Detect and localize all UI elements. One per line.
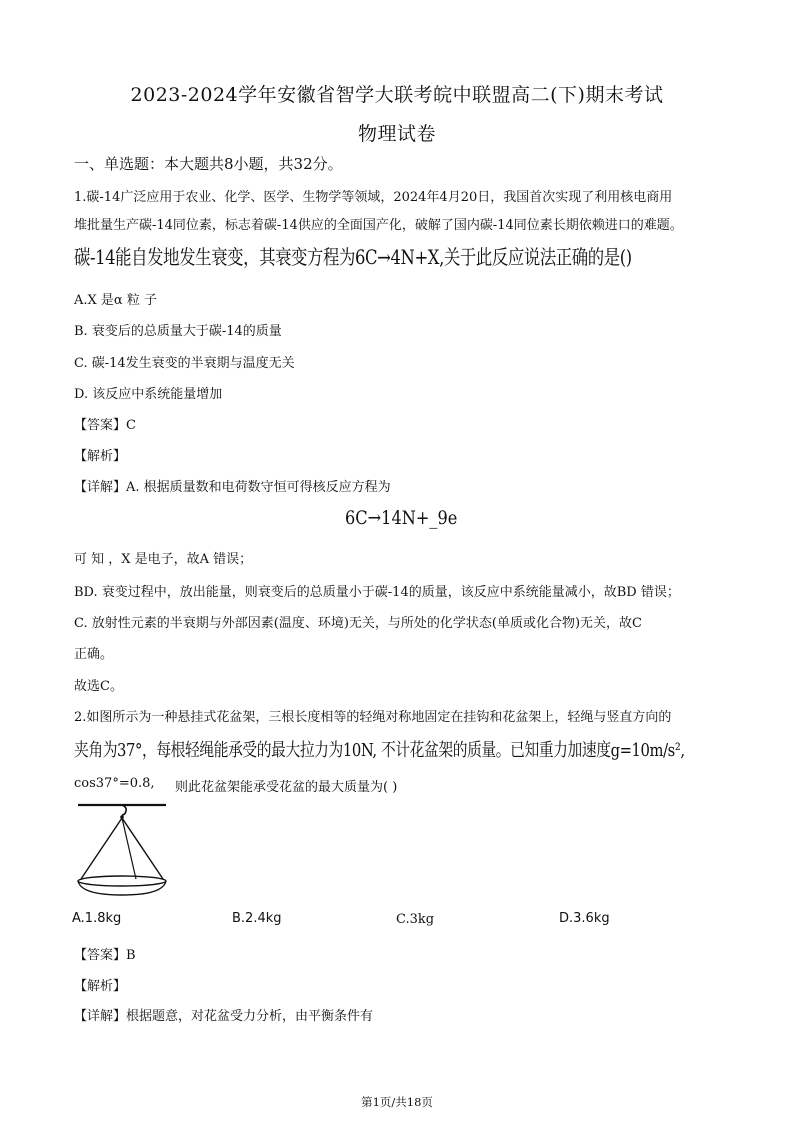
q2-answer: 【答案】B	[74, 948, 136, 963]
q2-stem-line1: 2.如图所示为一种悬挂式花盆架，三根长度相等的轻绳对称地固定在挂钩和花盆架上，轻绳与竖直方向的	[74, 710, 672, 725]
q1-option-d: D. 该反应中系统能量增加	[74, 387, 223, 402]
q2-option-c: C.3kg	[396, 912, 435, 927]
q2-option-b: B.2.4kg	[232, 911, 282, 926]
q1-detail-4: C. 放射性元素的半衰期与外部因素(温度、环境)无关，与所处的化学状态(单质或化合物)无关，故C	[74, 616, 642, 631]
page-number: 第1页/共18页	[361, 1095, 433, 1109]
q1-conclusion: 故选C。	[74, 679, 123, 694]
q2-option-a: A.1.8kg	[72, 911, 122, 926]
q2-analysis: 【解析】	[74, 979, 127, 994]
q1-detail-1: 【详解】A. 根据质量数和电荷数守恒可得核反应方程为	[74, 480, 391, 495]
exam-subtitle: 物理试卷	[357, 123, 436, 145]
q1-stem-line3: 碳-14能自发地发生衰变，其衰变方程为6C→4N+X,关于此反应说法正确的是()	[74, 245, 632, 269]
q2-detail-1: 【详解】根据题意，对花盆受力分析，由平衡条件有	[74, 1009, 374, 1024]
q2-stem-line3b: 则此花盆架能承受花盆的最大质量为( )	[175, 780, 398, 795]
exam-title: 2023-2024学年安徽省智学大联考皖中联盟高二(下)期末考试	[130, 84, 664, 106]
q2-option-d: D.3.6kg	[559, 911, 610, 926]
section-heading: 一、单选题：本大题共8小题，共32分。	[74, 155, 343, 173]
q1-detail-5: 正确。	[74, 647, 114, 662]
q1-detail-3: BD. 衰变过程中，放出能量，则衰变后的总质量小于碳-14的质量，该反应中系统能量减小，故BD 错误；	[74, 585, 680, 600]
q1-detail-2: 可 知 ，X 是电子，故A 错误；	[74, 552, 253, 567]
q1-equation: 6C→14N+_9e	[345, 507, 458, 529]
q1-stem-line2: 堆批量生产碳-14同位素，标志着碳-14供应的全面国产化，破解了国内碳-14同位素长期依赖进口的难题。	[74, 218, 683, 233]
q1-answer: 【答案】C	[74, 418, 136, 433]
q2-stem-line3a: cos37°=0.8,	[74, 776, 155, 791]
q1-option-c: C. 碳-14发生衰变的半衰期与温度无关	[74, 356, 295, 371]
q2-stem-line2: 夹角为37°，每根轻绳能承受的最大拉力为10N, 不计花盆架的质量。已知重力加速度g=10m/s²,	[74, 740, 685, 761]
q1-analysis: 【解析】	[74, 449, 127, 464]
q1-option-b: B. 衰变后的总质量大于碳-14的质量	[74, 324, 282, 339]
q1-option-a: A.X 是α 粒 子	[74, 293, 157, 308]
q1-stem-line1: 1.碳-14广泛应用于农业、化学、医学、生物学等领域，2024年4月20日，我国首次实现了利用核电商用	[74, 190, 673, 205]
flower-pot-stand-figure	[72, 796, 172, 900]
